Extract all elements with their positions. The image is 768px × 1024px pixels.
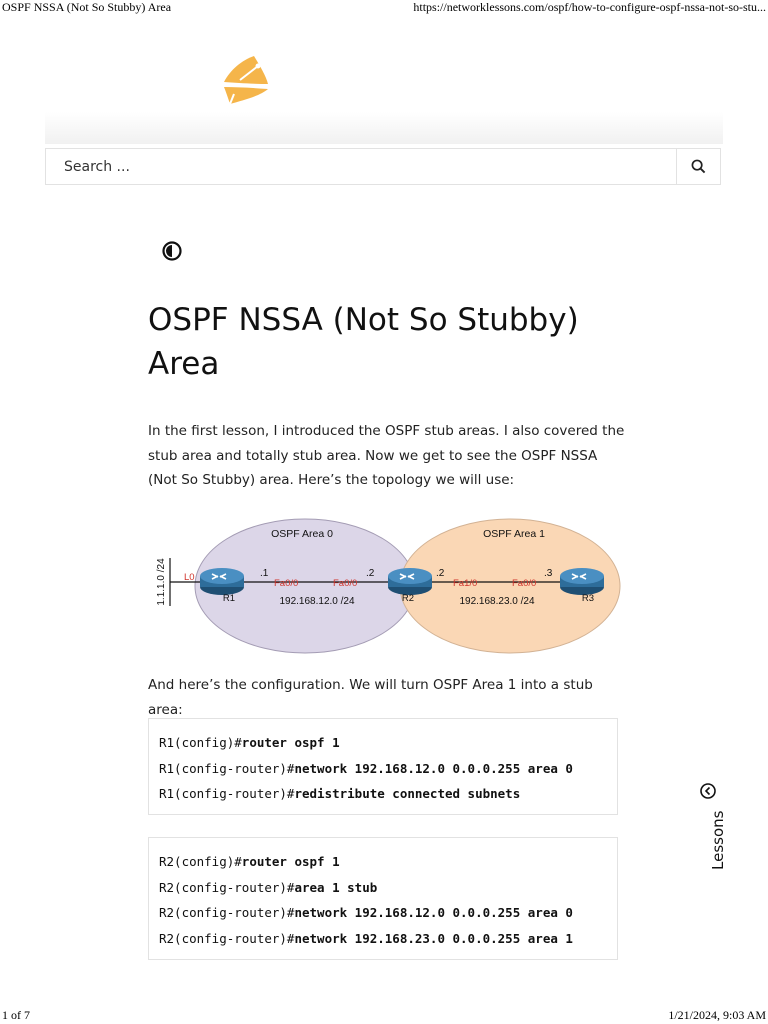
lessons-tab[interactable] <box>694 782 727 874</box>
chevron-left-circle-icon <box>699 782 717 800</box>
loopback-network-label: 1.1.1.0 /24 <box>156 558 167 606</box>
router-r1 <box>200 568 244 595</box>
print-page-url: https://networklessons.com/ospf/how-to-configure-ospf-nssa-not-so-stu... <box>413 0 766 14</box>
lessons-label: Lessons <box>709 810 727 870</box>
router-r1-label: R1 <box>222 593 236 604</box>
link1-left-host: .1 <box>260 568 269 579</box>
area0-label: OSPF Area 0 <box>271 528 333 540</box>
code-block-r2 <box>148 837 618 960</box>
code-line <box>149 900 617 926</box>
link2-left-interface: Fa1/0 <box>453 578 478 589</box>
ospf-topology-diagram <box>150 516 625 656</box>
article-title: OSPF NSSA (Not So Stubby) Area <box>148 302 579 382</box>
code-prompt: R1(config-router)# <box>159 786 295 801</box>
code-line <box>149 875 617 901</box>
code-prompt: R2(config-router)# <box>159 905 295 920</box>
code-line <box>149 926 617 952</box>
link2-network: 192.168.23.0 /24 <box>459 596 535 607</box>
link2-left-host: .2 <box>436 568 445 579</box>
code-command: router ospf 1 <box>241 854 340 869</box>
router-r2 <box>388 568 432 595</box>
code-command: redistribute connected subnets <box>294 786 521 801</box>
print-datetime: 1/21/2024, 9:03 AM <box>668 1008 766 1022</box>
print-header <box>0 0 768 16</box>
config-intro-paragraph: And here’s the configuration. We will turn OSPF Area 1 into a stub area: <box>148 677 593 718</box>
link2-right-host: .3 <box>544 568 553 579</box>
search-icon <box>691 159 706 174</box>
print-page-title: OSPF NSSA (Not So Stubby) Area <box>2 0 172 14</box>
search-input[interactable] <box>46 149 678 184</box>
code-prompt: R2(config)# <box>159 854 242 869</box>
code-line <box>149 730 617 756</box>
link1-right-host: .2 <box>366 568 375 579</box>
code-prompt: R1(config)# <box>159 735 242 750</box>
search-bar <box>45 148 721 185</box>
intro-paragraph: In the first lesson, I introduced the OSPF stub areas. I also covered the stub area and totally stub area. Now we get to see the OSPF NSSA (Not So Stubby) area. Here’s the topology we will use: <box>148 423 625 488</box>
code-prompt: R1(config-router)# <box>159 760 295 776</box>
area1-label: OSPF Area 1 <box>483 528 545 540</box>
router-r3 <box>560 568 604 595</box>
code-block-r1 <box>148 718 618 815</box>
code-command: network 192.168.12.0 0.0.0.255 area 0 <box>294 760 573 776</box>
header-band <box>45 112 723 144</box>
print-page-number: 1 of 7 <box>2 1008 30 1022</box>
code-command: area 1 stub <box>294 879 378 895</box>
link1-network: 192.168.12.0 /24 <box>279 596 355 607</box>
loopback-label: L0 <box>184 572 195 583</box>
link2-right-interface: Fa0/0 <box>512 578 537 589</box>
search-button[interactable] <box>676 149 720 184</box>
link1-left-interface: Fa0/0 <box>274 578 299 589</box>
site-logo[interactable] <box>220 54 270 108</box>
router-r3-label: R3 <box>581 593 595 604</box>
code-prompt: R2(config-router)# <box>159 879 295 895</box>
code-command: network 192.168.12.0 0.0.0.255 area 0 <box>294 905 573 920</box>
print-footer <box>0 1006 768 1024</box>
code-command: network 192.168.23.0 0.0.0.255 area 1 <box>294 930 573 946</box>
code-line <box>149 756 617 782</box>
router-r2-label: R2 <box>401 593 415 604</box>
contrast-toggle-icon[interactable] <box>161 240 183 262</box>
code-prompt: R2(config-router)# <box>159 930 295 946</box>
code-line <box>149 849 617 875</box>
code-command: router ospf 1 <box>241 735 340 750</box>
link1-right-interface: Fa0/0 <box>333 578 358 589</box>
code-line <box>149 781 617 807</box>
